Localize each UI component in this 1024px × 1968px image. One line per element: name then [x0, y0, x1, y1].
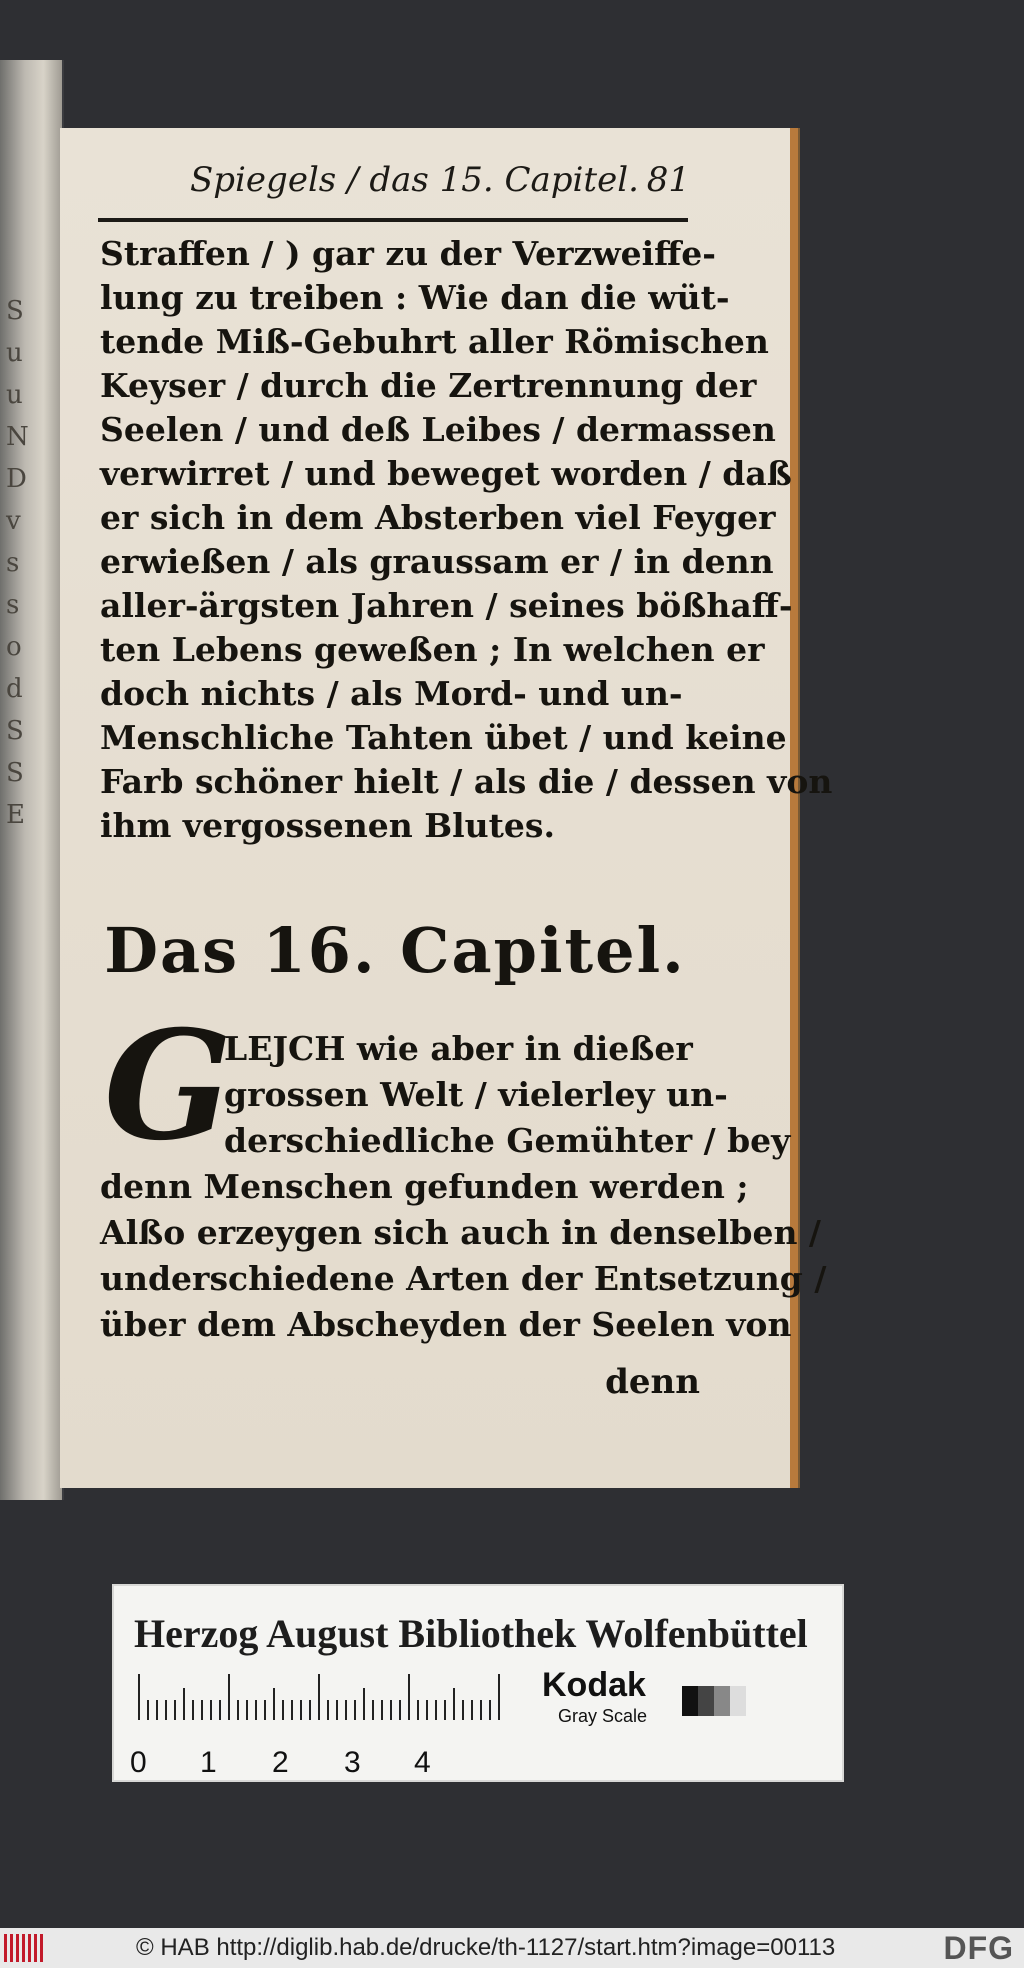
text-line: Seelen / und deß Leibes / dermassen — [100, 410, 776, 449]
ruler-label: 4 — [414, 1746, 431, 1779]
header-rule — [98, 218, 688, 222]
dfg-logo: DFG — [943, 1930, 1014, 1966]
page-number: 81 — [646, 160, 690, 200]
body-text — [100, 232, 833, 848]
catchword: denn — [605, 1362, 700, 1402]
ruler-tick — [156, 1700, 158, 1720]
brand-logo: Kodak — [542, 1666, 646, 1704]
ruler-tick — [237, 1700, 239, 1720]
ruler-label: 3 — [344, 1746, 361, 1779]
ruler-label: 1 — [200, 1746, 217, 1779]
text-line: derschiedliche Gemühter / bey — [224, 1121, 791, 1160]
ruler-tick — [444, 1700, 446, 1720]
text-line: verwirret / und beweget worden / daß — [100, 454, 792, 493]
left-page-bleed-marks: S u u N D v s s o d S S E — [6, 296, 29, 830]
ruler-tick — [426, 1700, 428, 1720]
ruler-tick — [201, 1700, 203, 1720]
running-header — [130, 160, 690, 210]
ruler-tick — [273, 1688, 275, 1720]
ruler-tick — [264, 1700, 266, 1720]
ruler-tick — [381, 1700, 383, 1720]
ruler-tick — [399, 1700, 401, 1720]
ruler-tick — [345, 1700, 347, 1720]
left-page-edge — [0, 60, 64, 1500]
ruler-tick — [219, 1700, 221, 1720]
ruler-tick — [336, 1700, 338, 1720]
ruler-tick — [282, 1700, 284, 1720]
text-line: tende Miß-Gebuhrt aller Römischen — [100, 322, 769, 361]
text-line: Keyser / durch die Zertrennung der — [100, 366, 757, 405]
ruler-tick — [363, 1688, 365, 1720]
ruler-tick — [210, 1700, 212, 1720]
brand-subtitle: Gray Scale — [558, 1706, 648, 1726]
ruler-tick — [291, 1700, 293, 1720]
ruler-tick — [471, 1700, 473, 1720]
hab-logo-icon — [4, 1934, 46, 1962]
ruler — [138, 1674, 510, 1734]
text-line: lung zu treiben : Wie dan die wüt- — [100, 278, 730, 317]
text-line: LEJCH wie aber in dießer — [224, 1029, 693, 1068]
text-line: ten Lebens geweßen ; In welchen er — [100, 630, 765, 669]
footer-bar — [0, 1928, 1024, 1968]
ruler-tick — [327, 1700, 329, 1720]
text-line: underschiedene Arten der Entsetzung / — [100, 1259, 827, 1298]
ruler-label: 0 — [130, 1746, 147, 1779]
ruler-tick — [309, 1700, 311, 1720]
ruler-tick — [408, 1674, 410, 1720]
text-line: grossen Welt / vielerley un- — [224, 1075, 728, 1114]
color-scale-card — [112, 1584, 844, 1782]
ruler-label: 2 — [272, 1746, 289, 1779]
ruler-tick — [498, 1674, 500, 1720]
ruler-tick — [174, 1700, 176, 1720]
ruler-tick — [480, 1700, 482, 1720]
ruler-tick — [183, 1688, 185, 1720]
gray-swatch — [682, 1686, 746, 1716]
ruler-tick — [390, 1700, 392, 1720]
library-name: Herzog August Bibliothek Wolfenbüttel — [134, 1611, 808, 1656]
text-line: ihm vergossenen Blutes. — [100, 806, 555, 845]
ruler-tick — [165, 1700, 167, 1720]
text-line: erwießen / als graussam er / in denn — [100, 542, 774, 581]
chapter-heading: Das 16. Capitel. — [104, 914, 686, 987]
text-line: Farb schöner hielt / als die / dessen von — [100, 762, 833, 801]
ruler-tick — [228, 1674, 230, 1720]
text-line: Alßo erzeygen sich auch in denselben / — [100, 1213, 821, 1252]
text-line: aller-ärgsten Jahren / seines bößhaff- — [100, 586, 793, 625]
text-line: er sich in dem Absterben viel Feyger — [100, 498, 776, 537]
text-line: Menschliche Tahten übet / und keine — [100, 718, 787, 757]
ruler-tick — [372, 1700, 374, 1720]
drop-capital: G — [104, 998, 233, 1174]
ruler-tick — [192, 1700, 194, 1720]
text-line: Straffen / ) gar zu der Verzweiffe- — [100, 234, 716, 273]
ruler-tick — [489, 1700, 491, 1720]
ruler-tick — [246, 1700, 248, 1720]
copyright-link[interactable]: © HAB http://diglib.hab.de/drucke/th-1127/start.htm?image=00113 — [136, 1934, 836, 1961]
chapter-text — [100, 1026, 827, 1348]
ruler-tick — [138, 1674, 140, 1720]
ruler-tick — [462, 1700, 464, 1720]
text-line: denn Menschen gefunden werden ; — [100, 1167, 749, 1206]
ruler-tick — [417, 1700, 419, 1720]
ruler-tick — [354, 1700, 356, 1720]
ruler-tick — [300, 1700, 302, 1720]
running-header-title: Spiegels / das 15. Capitel. — [190, 160, 639, 200]
ruler-tick — [453, 1688, 455, 1720]
ruler-tick — [147, 1700, 149, 1720]
text-line: doch nichts / als Mord- und un- — [100, 674, 683, 713]
ruler-tick — [435, 1700, 437, 1720]
ruler-tick — [255, 1700, 257, 1720]
ruler-tick — [318, 1674, 320, 1720]
text-line: über dem Abscheyden der Seelen von — [100, 1305, 792, 1344]
